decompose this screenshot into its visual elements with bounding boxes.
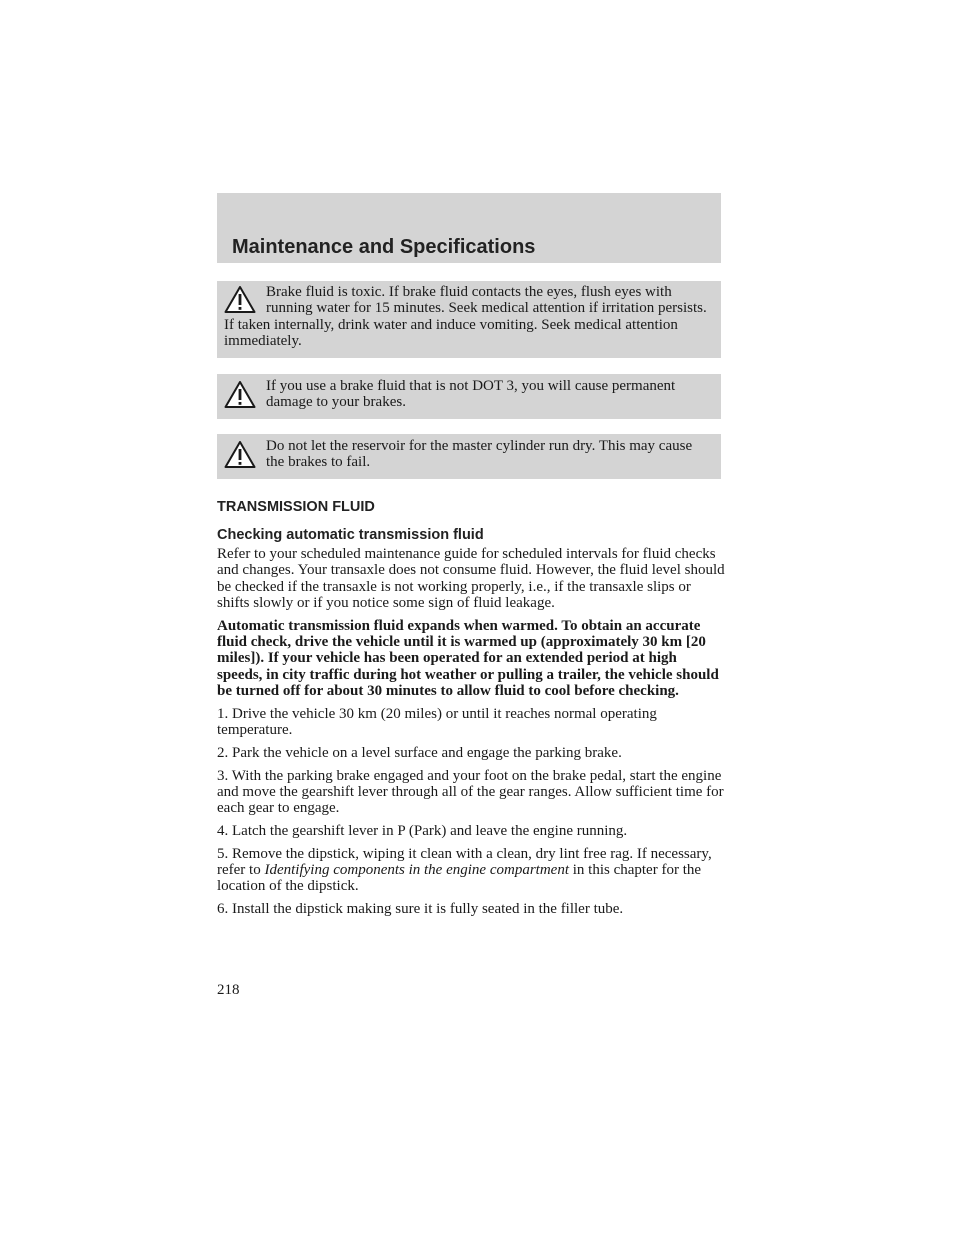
warning-box-reservoir (217, 434, 721, 479)
bold-note-paragraph: Automatic transmission fluid expands when warmed. To obtain an accurate fluid check, drive the vehicle until it is warmed up (approximately 30 km [20 miles]). If your vehicle has been operated for an extended period at high speeds, in city traffic during hot weather or pulling a trailer, the vehicle should be turned off for about 30 minutes to allow fluid to cool before checking. (217, 617, 719, 699)
warning-text: If you use a brake fluid that is not DOT 3, you will cause permanent damage to your brakes. (266, 378, 676, 411)
step-item: 4. Latch the gearshift lever in P (Park) and leave the engine running. (217, 822, 628, 839)
subsection-heading: Checking automatic transmission fluid (217, 527, 484, 543)
step-item (217, 846, 725, 895)
warning-text: Do not let the reservoir for the master cylinder run dry. This may cause the brakes to fail. (266, 438, 693, 471)
step-item: 6. Install the dipstick making sure it is fully seated in the filler tube. (217, 901, 624, 918)
step-text: in this chapter for the location of the dipstick. (217, 862, 702, 895)
step-item: 1. Drive the vehicle 30 km (20 miles) or until it reaches normal operating temperature. (217, 705, 657, 738)
warning-box-dot3 (217, 374, 721, 419)
cross-reference: Identifying components in the engine compartment (264, 862, 569, 879)
intro-paragraph: Refer to your scheduled maintenance guide for scheduled intervals for fluid checks and changes. Your transaxle does not consume fluid. However, the fluid level should be checked if the transaxle is not working properly, i.e., if the transaxle slips or shifts slowly or if you notice some sign of fluid leakage. (217, 546, 725, 611)
section-header-band (217, 193, 721, 263)
section-heading: TRANSMISSION FLUID (217, 499, 375, 515)
main-content (217, 498, 725, 924)
step-item: 2. Park the vehicle on a level surface and engage the parking brake. (217, 744, 622, 761)
step-item: 3. With the parking brake engaged and your foot on the brake pedal, start the engine and move the gearshift lever through all of the gear ranges. Allow sufficient time for each gear to engage. (217, 767, 724, 817)
warning-text: Brake fluid is toxic. If brake fluid contacts the eyes, flush eyes with running water for 15 minutes. Seek medical attention if irritation persists. If taken internally, drink water and induce vomiting. Seek medical attention immediately. (224, 284, 707, 349)
page-number: 218 (217, 982, 240, 998)
step-text: 5. Remove the dipstick, wiping it clean with a clean, dry lint free rag. If necessary, refer to (217, 845, 712, 879)
page-title: Maintenance and Specifications (232, 236, 536, 258)
warning-box-toxic (217, 281, 721, 358)
